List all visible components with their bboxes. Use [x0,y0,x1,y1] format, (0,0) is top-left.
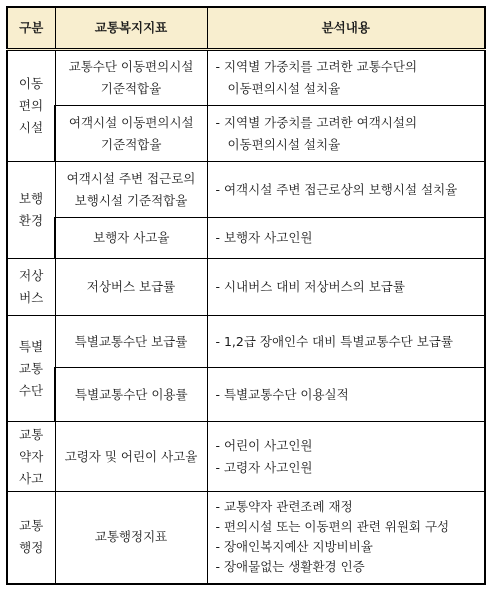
header-analysis: 분석내용 [207,7,485,50]
category-line: 교통 [19,518,44,534]
indicator-line: 교통행정지표 [94,529,168,545]
analysis-line: - 1,2급 장애인수 대비 특별교통수단 보급률 [215,333,453,349]
category-line: 편의 [18,98,44,113]
indicator-line: 저상버스 보급률 [86,279,176,294]
analysis-line: - 지역별 가중치를 고려한 교통수단의 [215,59,418,74]
category-line: 수단 [18,382,44,398]
category-cell [7,259,55,316]
category-cell [7,316,55,422]
indicator-line: 여객시설 이동편의시설 [68,114,194,130]
analysis-line: - 장애인복지예산 지방비비율 [215,539,373,555]
category-line: 환경 [18,213,44,228]
indicator-line: 여객시설 주변 접근로의 [66,170,196,186]
table-container [6,6,484,585]
category-line: 버스 [19,290,44,305]
indicator-line: 보행자 사고율 [93,230,170,245]
indicator-line: 특별교통수단 보급률 [74,333,188,349]
header-category: 구분 [7,7,55,50]
category-line: 교통 [18,360,44,376]
header-row [7,7,485,50]
analysis-cell [207,106,485,162]
indicator-cell [55,368,207,422]
analysis-line: - 교통약자 관련조례 재정 [215,499,353,515]
analysis-cell [207,162,485,218]
indicator-cell [55,218,207,259]
indicator-line: 교통수단 이동편의시설 [68,59,194,74]
analysis-line: - 지역별 가중치를 고려한 여객시설의 [215,114,418,130]
indicator-cell [55,492,207,584]
analysis-line: - 편의시설 또는 이동편의 관련 위원회 구성 [215,519,450,535]
table-row [7,368,485,422]
category-line: 교통 [19,426,44,442]
transport-welfare-indicator-table [6,6,486,585]
category-line: 행정 [19,540,44,556]
analysis-line: - 시내버스 대비 저상버스의 보급률 [215,279,405,294]
category-line: 저상 [19,268,44,283]
category-line: 이동 [18,76,44,91]
header-indicator: 교통복지지표 [55,7,207,50]
indicator-line: 특별교통수단 이용률 [74,386,188,402]
indicator-cell [55,422,207,492]
indicator-line: 고령자 및 어린이 사고율 [64,448,198,464]
analysis-line: 이동편의시설 설치율 [227,136,341,152]
analysis-cell [207,50,485,106]
indicator-cell [55,162,207,218]
indicator-cell [55,316,207,368]
analysis-cell [207,368,485,422]
indicator-line: 기준적합율 [100,81,162,96]
table-row [7,316,485,368]
indicator-line: 기준적합율 [101,136,162,152]
category-cell [7,162,55,259]
table-row [7,162,485,218]
analysis-line: - 특별교통수단 이용실적 [215,386,349,402]
table-row [7,50,485,106]
analysis-cell [207,218,485,259]
category-cell [7,492,55,584]
category-line: 보행 [18,191,44,206]
category-line: 특별 [18,338,44,354]
analysis-cell [207,492,485,584]
analysis-line: - 장애물없는 생활환경 인증 [215,559,365,575]
analysis-line: - 고령자 사고인원 [215,459,313,475]
analysis-cell [207,316,485,368]
analysis-line: - 여객시설 주변 접근로상의 보행시설 설치율 [215,181,458,197]
indicator-line: 보행시설 기준적합율 [74,192,188,208]
table-row [7,259,485,316]
table-row [7,106,485,162]
analysis-line: - 어린이 사고인원 [215,437,313,453]
category-line: 사고 [19,470,44,486]
analysis-cell [207,259,485,316]
indicator-cell [55,106,207,162]
analysis-line: 이동편의시설 설치율 [227,81,341,96]
table-row [7,218,485,259]
category-line: 시설 [18,120,44,135]
category-cell [7,422,55,492]
analysis-line: - 보행자 사고인원 [215,230,313,245]
analysis-cell [207,422,485,492]
indicator-cell [55,50,207,106]
table-row [7,422,485,492]
category-line: 약자 [19,448,44,464]
indicator-cell [55,259,207,316]
category-cell [7,50,55,162]
table-row [7,492,485,584]
